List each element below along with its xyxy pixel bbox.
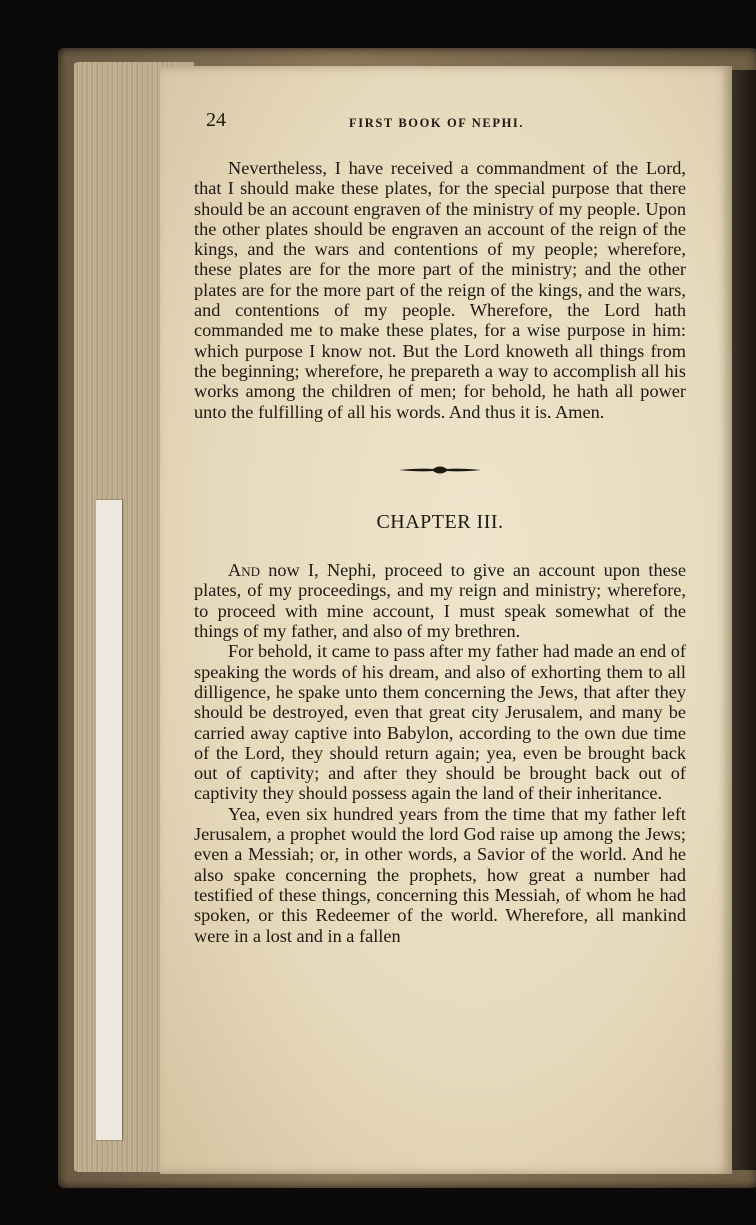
- bookmark-slip: [96, 500, 122, 1140]
- ornament-divider-icon: [397, 462, 483, 478]
- running-head-title: FIRST BOOK OF NEPHI.: [349, 116, 525, 130]
- book-binding: [732, 70, 756, 1170]
- paragraph-2-lead: And: [228, 560, 260, 581]
- page-text-block: [194, 110, 686, 946]
- running-head: [194, 110, 686, 136]
- paragraph-2: [194, 560, 686, 641]
- paragraph-4: Yea, even six hundred years from the time that my father left Jerusalem, a prophet would the lord God raise up among the Jews; even a Messiah; or, in other words, a Savior of the world. And he also spake concerning the prophets, how great a number had testified of these things, concerning this Messiah, of whom he had spoken, or this Redeemer of the world. Wherefore, all mankind were in a lost and in a fallen: [194, 803, 686, 946]
- chapter-heading: CHAPTER III.: [376, 510, 504, 533]
- paragraph-1: Nevertheless, I have received a commandment of the Lord, that I should make these plates, for the special purpose that there should be an account engraven of the ministry of my people. Upon the other plates should be engraven an account of the reign of the kings, and the wars and contentions of my people; wherefore, these plates are for the more part of the ministry; and the other plates are for the more part of the reign of the kings, and the wars, and contentions of my people. Wherefore, the Lord hath commanded me to make these plates, for a wise purpose in him: which purpose I know not. But the Lord knoweth all things from the beginning; wherefore, he prepareth a way to accomplish all his works among the children of men; for behold, he hath all power unto the fulfilling of all his words. And thus it is. Amen.: [194, 158, 686, 422]
- page-number: 24: [206, 109, 226, 131]
- paragraph-3: For behold, it came to pass after my father had made an end of speaking the words of his dream, and also of exhorting them to all dilligence, he spake unto them concerning the Jews, that after they should be destroyed, even that great city Jerusalem, and many be carried away captive into Babylon, according to the own due time of the Lord, they should return again; yea, even be brought back out of captivity; and after they should be brought back out of captivity they should possess again the land of their inheritance.: [194, 641, 686, 804]
- paragraph-2-body: now I, Nephi, proceed to give an account upon these plates, of my proceedings, and my reign and ministry; wherefore, to proceed with mine account, I must speak somewhat of the things of my father, and also of my brethren.: [194, 560, 686, 642]
